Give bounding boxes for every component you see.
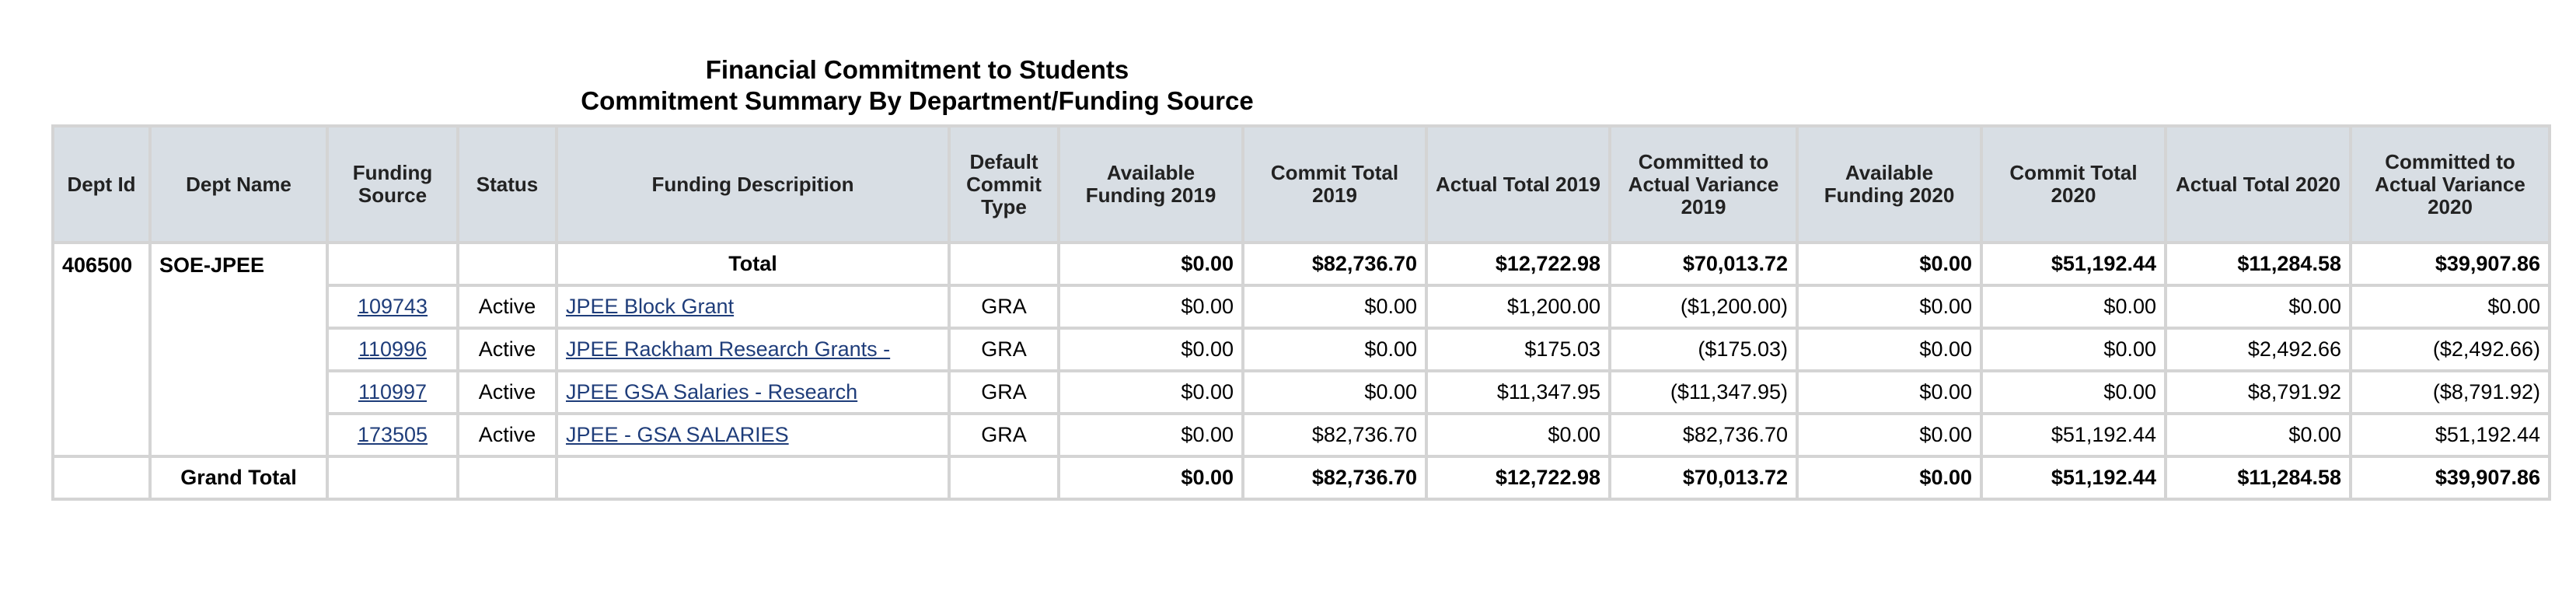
actual-total-2019-cell: $1,200.00 — [1426, 285, 1610, 328]
grand-variance-2020: $39,907.86 — [2351, 456, 2550, 499]
actual-total-2020-cell: $8,791.92 — [2166, 371, 2351, 414]
funding-source-cell — [327, 285, 458, 328]
variance-2020-cell: $0.00 — [2351, 285, 2550, 328]
grand-actual-total-2020: $11,284.58 — [2166, 456, 2351, 499]
funding-description-cell — [557, 285, 949, 328]
column-header-status: Status — [458, 126, 557, 243]
available-funding-2020-cell: $0.00 — [1797, 285, 1981, 328]
total-available-funding-2019: $0.00 — [1059, 243, 1243, 285]
table-row — [53, 414, 2550, 456]
funding-description-link[interactable]: JPEE Block Grant — [566, 295, 735, 318]
grand-commit-total-2020: $51,192.44 — [1981, 456, 2166, 499]
grand-commit-total-2019: $82,736.70 — [1243, 456, 1426, 499]
column-header-actual-total-2019: Actual Total 2019 — [1426, 126, 1610, 243]
empty-cell — [949, 243, 1059, 285]
funding-source-cell — [327, 414, 458, 456]
column-header-dept-id: Dept Id — [53, 126, 150, 243]
actual-total-2019-cell: $0.00 — [1426, 414, 1610, 456]
commit-total-2019-cell: $0.00 — [1243, 328, 1426, 371]
column-header-dept-name: Dept Name — [150, 126, 327, 243]
dept-id-cell: 406500 — [53, 243, 150, 456]
grand-variance-2019: $70,013.72 — [1610, 456, 1797, 499]
table-row — [53, 328, 2550, 371]
column-header-funding-description: Funding Descripition — [557, 126, 949, 243]
available-funding-2020-cell: $0.00 — [1797, 414, 1981, 456]
empty-cell — [557, 456, 949, 499]
empty-cell — [949, 456, 1059, 499]
commit-type-cell: GRA — [949, 371, 1059, 414]
status-cell: Active — [458, 414, 557, 456]
commit-total-2020-cell: $0.00 — [1981, 371, 2166, 414]
commit-type-cell: GRA — [949, 285, 1059, 328]
status-cell: Active — [458, 328, 557, 371]
empty-cell — [458, 456, 557, 499]
grand-available-funding-2019: $0.00 — [1059, 456, 1243, 499]
actual-total-2019-cell: $11,347.95 — [1426, 371, 1610, 414]
total-label: Total — [557, 243, 949, 285]
table-row — [53, 371, 2550, 414]
actual-total-2020-cell: $0.00 — [2166, 414, 2351, 456]
total-actual-total-2019: $12,722.98 — [1426, 243, 1610, 285]
total-variance-2019: $70,013.72 — [1610, 243, 1797, 285]
variance-2019-cell: ($11,347.95) — [1610, 371, 1797, 414]
available-funding-2019-cell: $0.00 — [1059, 328, 1243, 371]
actual-total-2020-cell: $0.00 — [2166, 285, 2351, 328]
header-row — [53, 126, 2550, 243]
funding-source-link[interactable]: 110996 — [358, 337, 428, 361]
variance-2019-cell: $82,736.70 — [1610, 414, 1797, 456]
actual-total-2020-cell: $2,492.66 — [2166, 328, 2351, 371]
variance-2020-cell: ($8,791.92) — [2351, 371, 2550, 414]
funding-description-cell — [557, 371, 949, 414]
funding-source-link[interactable]: 109743 — [357, 295, 428, 318]
grand-total-label: Grand Total — [150, 456, 327, 499]
commit-total-2020-cell: $0.00 — [1981, 285, 2166, 328]
column-header-available-funding-2019: Available Funding 2019 — [1059, 126, 1243, 243]
funding-source-cell — [327, 371, 458, 414]
report-title-line-1: Financial Commitment to Students — [705, 55, 1129, 84]
department-total-row — [53, 243, 2550, 285]
funding-description-link[interactable]: JPEE Rackham Research Grants - — [566, 337, 891, 361]
available-funding-2019-cell: $0.00 — [1059, 414, 1243, 456]
variance-2020-cell: $51,192.44 — [2351, 414, 2550, 456]
column-header-commit-total-2020: Commit Total 2020 — [1981, 126, 2166, 243]
total-available-funding-2020: $0.00 — [1797, 243, 1981, 285]
commitment-summary-table — [51, 124, 2551, 501]
commit-type-cell: GRA — [949, 414, 1059, 456]
empty-cell — [327, 456, 458, 499]
column-header-available-funding-2020: Available Funding 2020 — [1797, 126, 1981, 243]
report-title — [0, 54, 1834, 117]
column-header-commit-total-2019: Commit Total 2019 — [1243, 126, 1426, 243]
column-header-variance-2020: Committed to Actual Variance 2020 — [2351, 126, 2550, 243]
available-funding-2019-cell: $0.00 — [1059, 371, 1243, 414]
actual-total-2019-cell: $175.03 — [1426, 328, 1610, 371]
empty-cell — [53, 456, 150, 499]
commit-total-2020-cell: $51,192.44 — [1981, 414, 2166, 456]
funding-source-cell — [327, 328, 458, 371]
funding-description-link[interactable]: JPEE - GSA SALARIES — [566, 423, 789, 446]
column-header-actual-total-2020: Actual Total 2020 — [2166, 126, 2351, 243]
variance-2019-cell: ($175.03) — [1610, 328, 1797, 371]
commit-type-cell: GRA — [949, 328, 1059, 371]
status-cell: Active — [458, 285, 557, 328]
commit-total-2019-cell: $0.00 — [1243, 371, 1426, 414]
total-commit-total-2020: $51,192.44 — [1981, 243, 2166, 285]
funding-source-link[interactable]: 110997 — [358, 380, 428, 404]
funding-description-cell — [557, 328, 949, 371]
grand-actual-total-2019: $12,722.98 — [1426, 456, 1610, 499]
empty-cell — [327, 243, 458, 285]
column-header-default-commit-type: Default Commit Type — [949, 126, 1059, 243]
empty-cell — [458, 243, 557, 285]
commit-total-2020-cell: $0.00 — [1981, 328, 2166, 371]
column-header-funding-source: Funding Source — [327, 126, 458, 243]
total-actual-total-2020: $11,284.58 — [2166, 243, 2351, 285]
variance-2019-cell: ($1,200.00) — [1610, 285, 1797, 328]
funding-source-link[interactable]: 173505 — [357, 423, 428, 446]
available-funding-2019-cell: $0.00 — [1059, 285, 1243, 328]
table-row — [53, 285, 2550, 328]
available-funding-2020-cell: $0.00 — [1797, 371, 1981, 414]
report-title-line-2: Commitment Summary By Department/Funding Source — [581, 86, 1254, 115]
status-cell: Active — [458, 371, 557, 414]
grand-available-funding-2020: $0.00 — [1797, 456, 1981, 499]
total-commit-total-2019: $82,736.70 — [1243, 243, 1426, 285]
available-funding-2020-cell: $0.00 — [1797, 328, 1981, 371]
dept-name-cell: SOE-JPEE — [150, 243, 327, 456]
commit-total-2019-cell: $82,736.70 — [1243, 414, 1426, 456]
funding-description-cell — [557, 414, 949, 456]
total-variance-2020: $39,907.86 — [2351, 243, 2550, 285]
column-header-variance-2019: Committed to Actual Variance 2019 — [1610, 126, 1797, 243]
grand-total-row — [53, 456, 2550, 499]
commit-total-2019-cell: $0.00 — [1243, 285, 1426, 328]
funding-description-link[interactable]: JPEE GSA Salaries - Research — [566, 380, 858, 404]
variance-2020-cell: ($2,492.66) — [2351, 328, 2550, 371]
